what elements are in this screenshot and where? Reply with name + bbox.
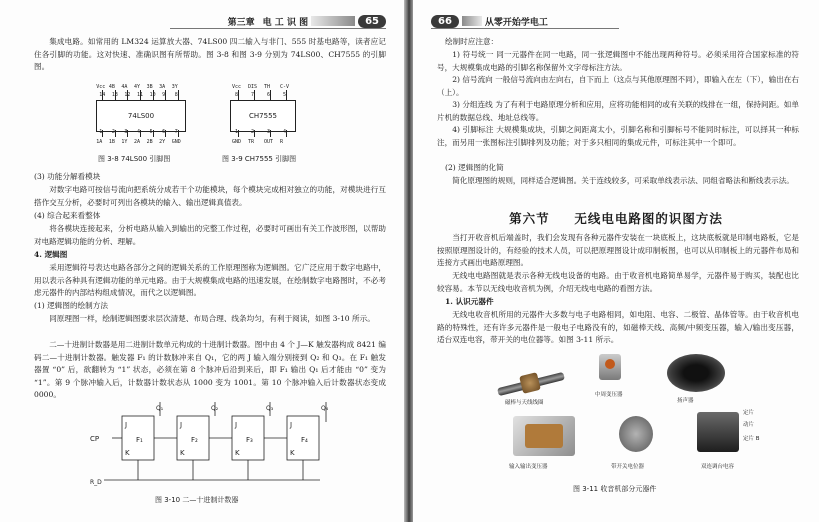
heading-logic-diagram: 4. 逻辑图 (34, 250, 68, 259)
flipflop-j-label: J (125, 421, 128, 429)
antenna-label: 磁棒与天线线圈 (505, 400, 544, 406)
flipflop-k-label: K (180, 449, 185, 457)
pin-name-label: TH (264, 84, 271, 90)
pin-name-label: 1B (108, 139, 115, 145)
pin-lead (238, 90, 239, 100)
pin-name-label: 3B (146, 84, 153, 90)
flipflop-q-label: Q₄ (321, 405, 329, 412)
page-number: 66 (431, 15, 459, 28)
pin-number-label: 4 (137, 129, 141, 135)
pin-lead (127, 130, 128, 137)
paragraph-function-module: 对数字电路可按信号流向把系统分成若干个功能模块，每个模块完成相对独立的功能，对模块进行互搭作交互分析，必要时可列出各模块的输入、输出逻辑真值表。 (34, 185, 386, 207)
pin-lead (102, 130, 103, 137)
rule-signal-flow: 2) 信号流向 一般信号流向由左向右，自下而上（这点与其他原理图不同），即输入在左（下），输出在右（上）。 (437, 75, 799, 97)
heading-notes: 绘制时应注意： (445, 37, 499, 46)
flipflop-name-label: F₃ (246, 436, 253, 444)
pin-lead (254, 90, 255, 100)
paragraph-logic-diagram: 采用逻辑符号表达电路各部分之间的逻辑关系的工作原理图称为逻辑图。它广泛应用于数字电路中，用以表示各种具有逻辑功能的单元电路。由于大规模集成电路的迅速发展，在绘制数字电路图时，不必考虑元器件的内部结构组成情况，而代之以逻辑图。 (34, 263, 386, 298)
potentiometer-label: 带开关电位器 (611, 464, 645, 470)
pin-name-label: 4A (121, 84, 128, 90)
transformer-winding-image (525, 424, 563, 448)
pin-number-label: 3 (267, 129, 271, 135)
cp-label: CP (90, 435, 100, 443)
pin-lead (153, 130, 154, 137)
pin-number-label: 6 (162, 129, 166, 135)
pin-number-label: 8 (174, 92, 178, 98)
pin-number-label: 11 (137, 92, 144, 98)
pin-name-label: TR (248, 139, 255, 145)
flipflop-q-label: Q₂ (211, 405, 219, 412)
chapter-title: 电 工 识 图 (262, 17, 309, 28)
heading-simplify: (2) 逻辑图的化简 (445, 163, 504, 172)
flipflop-k-label: K (290, 449, 295, 457)
fig-3-11-components-collage (491, 350, 781, 478)
paragraph-components: 无线电收音机所用的元器件大多数与电子电路相同，如电阻、电容、二极管、晶体管等。由于收音机电路的特殊性，还有许多元器件是一般电子电路没有的，如磁棒天线、高频/中频变压器，输入/输出变压器，适台双连电容，带开关的电位器等。如图 3-11 所示。 (437, 310, 799, 345)
antenna-coil-image (519, 372, 541, 394)
flipflop-j-label: J (290, 421, 293, 429)
speaker-label: 扬声器 (677, 398, 694, 404)
pin-name-label: 3A (159, 84, 166, 90)
pin-number-label: 7 (251, 92, 255, 98)
potentiometer-image (619, 416, 653, 452)
stator-label: 动片 (743, 422, 755, 428)
heading-function-module: (3) 功能分解看模块 (34, 172, 101, 181)
pin-name-label: GND (232, 139, 242, 145)
flipflop-q-label: Q₁ (156, 405, 164, 412)
chapter-label: 第三章 (227, 17, 255, 28)
fig-3-10-caption: 图 3-10 二—十进制计数器 (155, 496, 239, 504)
pin-lead (238, 130, 239, 137)
header-gradient-bar (311, 16, 355, 26)
pin-name-label: C-V (280, 84, 290, 90)
paragraph-pcb-intro: 当打开收音机后端盖时，我们会发现有各种元器件安装在一块底板上，这块底板就是印制电路板，它是按照原理图设计的，有经验的技术人员，可以把原理图设计成印制板图，也可以从印制板上的元器件布局和连接方式画出电路原理图。 (437, 233, 799, 268)
header-rule (431, 28, 619, 29)
pin-lead (270, 130, 271, 137)
paragraph-radio-intro: 无线电电路图就是表示各种无线电设备的电路。由于收音机电路简单易学，元器件易于购买，装配也比较容易。本节以无线电收音机为例，介绍无线电电路的看图方法。 (437, 271, 799, 293)
pin-name-label: 1A (96, 139, 103, 145)
pin-number-label: 1 (235, 129, 239, 135)
pin-name-label: 3Y (171, 84, 178, 90)
left-page-header (228, 14, 386, 28)
pin-number-label: 7 (174, 129, 178, 135)
pin-number-label: 9 (162, 92, 166, 98)
paragraph-overall: 将各模块连接起来，分析电路从输入到输出的完整工作过程，必要时可画出有关工作波形图，以帮助对电路逻辑功能的分析、理解。 (34, 224, 386, 246)
pin-lead (178, 90, 179, 100)
flipflop-j-label: J (180, 421, 183, 429)
fixed-plate-label: 定片 B (743, 436, 760, 442)
page-number: 65 (358, 15, 386, 28)
pin-name-label: 2A (134, 139, 141, 145)
right-page-header (431, 14, 548, 28)
pin-name-label: R (280, 139, 284, 145)
rotor-label: 定片 (743, 410, 755, 416)
pin-name-label: Vcc (232, 84, 242, 90)
heading-drawing-method: (1) 逻辑图的绘制方法 (34, 301, 108, 310)
flipflop-name-label: F₁ (136, 436, 143, 444)
pin-number-label: 1 (99, 129, 103, 135)
pin-lead (115, 130, 116, 137)
pin-lead (165, 130, 166, 137)
pin-lead (165, 90, 166, 100)
pin-number-label: 10 (149, 92, 156, 98)
fig-3-9-caption: 图 3-9 CH7555 引脚图 (222, 155, 297, 163)
pin-name-label: 2B (146, 139, 153, 145)
section-number: 第六节 (509, 211, 550, 226)
paragraph-drawing-method: 同原理图一样，绘制逻辑图要求层次清楚、布局合理、线条均匀，有利于阅读，如图 3-10 所示。 (49, 314, 375, 323)
fig-3-9-chip-ch7555 (224, 84, 300, 150)
if-transformer-label: 中周变压器 (595, 392, 623, 398)
if-transformer-core-image (605, 359, 615, 369)
book-title: 从零开始学电工 (484, 17, 548, 28)
pin-number-label: 3 (124, 129, 128, 135)
paragraph-decade-counter: 二—十进制计数器是用二进制计数单元构成的十进制计数器。图中由 4 个 J—K 触发器构成 8421 编码二—十进制计数器。触发器 F₁ 的计数脉冲来自 Q₁，它的两 J 输入端分别接到 Q₂ 和 Q₃。在 F₁ 触发器置 “0” 后，欲翻转为 “1” 状态，必须在第 8 个脉冲后沿到来后，即 F₁ 输出 Q₁ 后才能由 “0” 变为 “1”。第 9 个脉冲输入后，计数器计数状态从 1000 变为 1001。第 10 个脉冲输入后计数器状态变成 0000。 (34, 340, 386, 400)
pin-name-label: OUT (264, 139, 274, 145)
pin-lead (140, 130, 141, 137)
pin-number-label: 12 (124, 92, 131, 98)
pin-number-label: 14 (99, 92, 106, 98)
reset-label: R_D (90, 479, 102, 486)
pin-name-label: 1Y (121, 139, 128, 145)
book-gutter (404, 0, 413, 522)
rule-pin-labeling: 4) 引脚标注 大规模集成块，引脚之间距离太小，引脚名称和引脚标号不能同时标注，可以择其一种标注，而另用一张图标注引脚排列及功能；对于多只相同的集成元件，可标注其中一个即可。 (437, 125, 799, 147)
pin-name-label: Vcc (96, 84, 106, 90)
flipflop-k-label: K (235, 449, 240, 457)
output-transformer-label: 输入输出变压器 (509, 464, 548, 470)
pin-lead (254, 130, 255, 137)
left-page (0, 0, 404, 522)
pin-number-label: 5 (149, 129, 153, 135)
pin-lead (270, 90, 271, 100)
fig-3-8-caption: 图 3-8 74LS00 引脚图 (98, 155, 171, 163)
flipflop-name-label: F₂ (191, 436, 198, 444)
pin-name-label: 2Y (159, 139, 166, 145)
heading-overall: (4) 综合起来看整体 (34, 211, 101, 220)
pin-number-label: 6 (267, 92, 271, 98)
rule-grouped-wiring: 3) 分组连线 为了有利于电路原理分析和应用，应将功能相同的或有关联的线排在一组，保持间距。如单片机的数据总线、地址总线等。 (437, 100, 799, 122)
flipflop-j-label: J (235, 421, 238, 429)
right-page (413, 0, 819, 522)
pin-name-label: GND (171, 139, 181, 145)
chip-body: 74LS00 (96, 100, 186, 132)
pin-number-label: 2 (251, 129, 255, 135)
pin-name-label: 4Y (134, 84, 141, 90)
dual-variable-capacitor-image (697, 412, 739, 452)
pin-lead (286, 130, 287, 137)
pin-name-label: DIS (248, 84, 258, 90)
speaker-image (667, 354, 725, 392)
dual-cap-label: 双连调台电容 (701, 464, 735, 470)
fig-3-11-caption: 图 3-11 收音机部分元器件 (573, 485, 657, 493)
flipflop-q-label: Q₃ (266, 405, 274, 412)
fig-3-10-counter-diagram (90, 396, 350, 492)
section-name: 无线电电路图的识图方法 (574, 211, 723, 226)
paragraph-pinout-intro: 集成电路。如常用的 LM324 运算放大器、74LS00 四二输入与非门、555 时基电路等，读者应记住各引脚的功能。这对快速、准确识图有所帮助。图 3-8 和图 3-9 分别为 74LS00、CH7555 的引脚图。 (34, 37, 386, 72)
pin-number-label: 4 (283, 129, 287, 135)
pin-lead (286, 90, 287, 100)
pin-number-label: 13 (111, 92, 118, 98)
header-rule (170, 28, 386, 29)
rule-symbol-unified: 1) 符号统一 同一元器件在同一电路，同一张逻辑图中不能出现两种符号。必须采用符合国家标准的符号，大规模集成电路的引脚名称保留外文字母标注方法。 (437, 50, 799, 72)
paragraph-simplify: 简化原理图的规则，同样适合逻辑图。关于连线较多，可采取单线表示法、同组省略法和断线表示法。 (452, 176, 794, 185)
heading-components: 1. 认识元器件 (445, 297, 494, 306)
pin-lead (178, 130, 179, 137)
pin-name-label: 4B (108, 84, 115, 90)
pin-number-label: 8 (235, 92, 239, 98)
fig-3-8-chip-74ls00 (90, 84, 190, 150)
chip-body: CH7555 (230, 100, 296, 132)
pin-number-label: 5 (283, 92, 287, 98)
pin-number-label: 2 (111, 129, 115, 135)
flipflop-name-label: F₄ (301, 436, 308, 444)
header-gradient-bar (462, 16, 482, 26)
flipflop-k-label: K (125, 449, 130, 457)
section-title (413, 209, 819, 227)
